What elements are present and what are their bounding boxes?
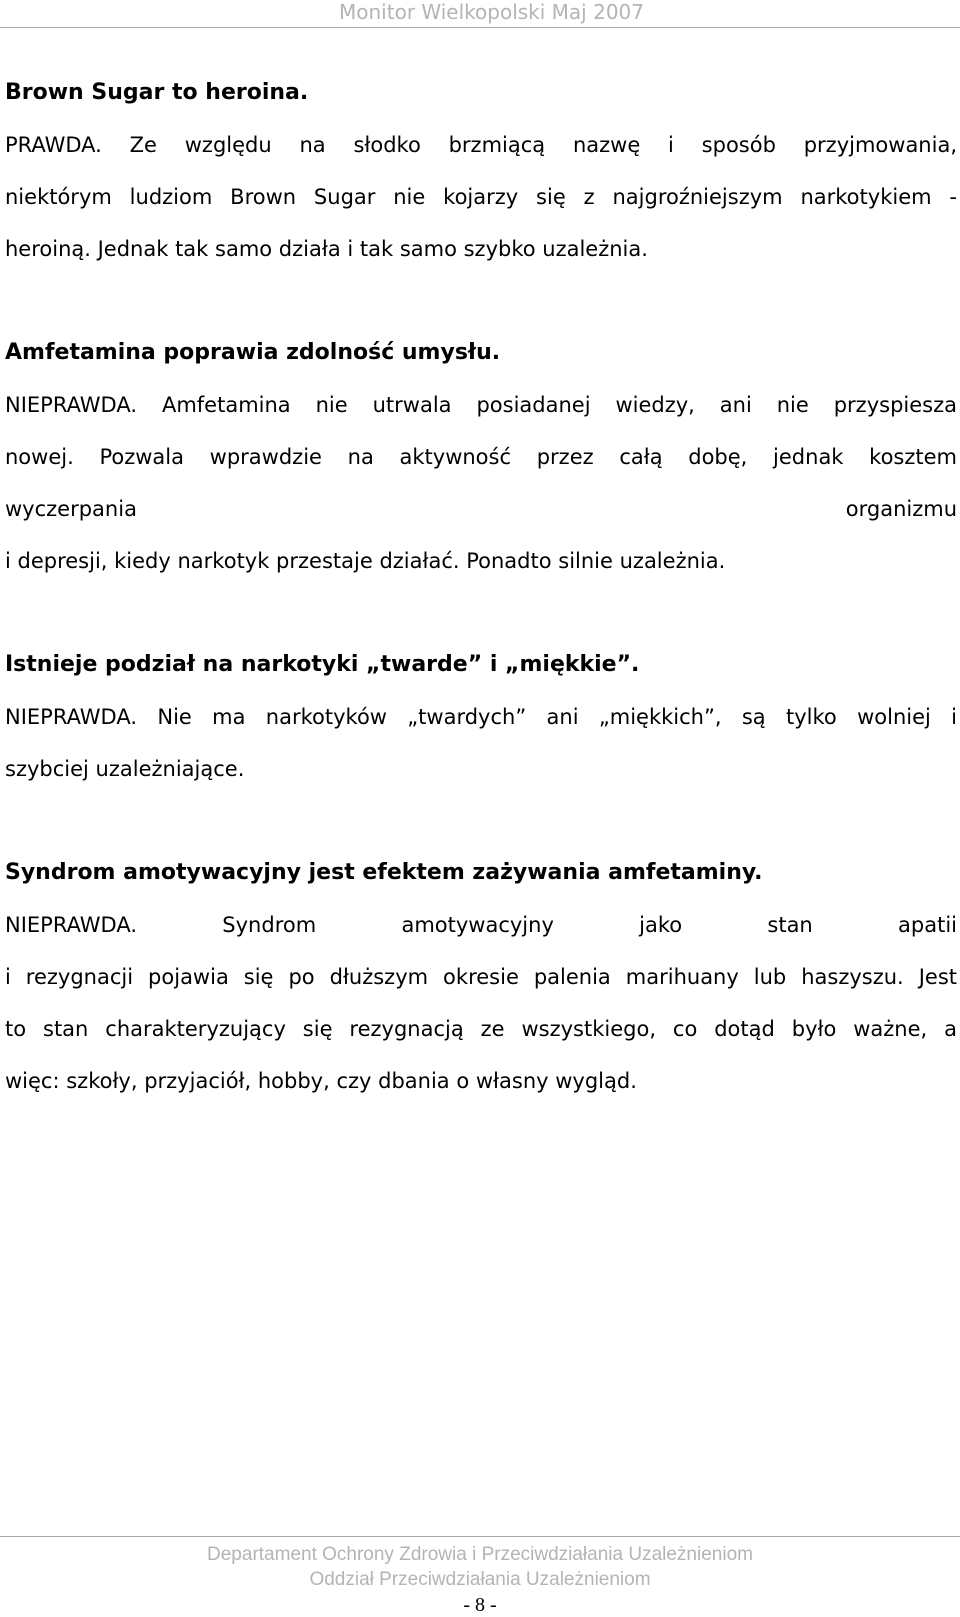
text-line: NIEPRAWDA. Nie ma narkotyków „twardych” ani „miękkich”, są tylko wolniej i <box>5 705 957 729</box>
section-paragraph <box>5 119 957 275</box>
section-heading: Istnieje podział na narkotyki „twarde” i „miękkie”. <box>5 652 640 677</box>
section-paragraph <box>5 691 957 795</box>
section-heading: Syndrom amotywacyjny jest efektem zażywania amfetaminy. <box>5 860 763 885</box>
page-number: - 8 - <box>463 1594 497 1616</box>
section-brown-sugar <box>5 67 957 275</box>
section-heading: Brown Sugar to heroina. <box>5 80 309 105</box>
section-amfetamina <box>5 327 957 587</box>
footer-divider <box>0 1536 960 1537</box>
text-line: NIEPRAWDA. Syndrom amotywacyjny jako stan apatii <box>5 913 957 937</box>
footer-line-department: Departament Ochrony Zdrowia i Przeciwdziałania Uzależnieniom <box>207 1544 753 1565</box>
document-body <box>5 67 957 1107</box>
text-line: i depresji, kiedy narkotyk przestaje działać. Ponadto silnie uzależnia. <box>5 549 726 573</box>
section-paragraph <box>5 379 957 587</box>
text-line: więc: szkoły, przyjaciół, hobby, czy dbania o własny wygląd. <box>5 1069 637 1093</box>
text-line: NIEPRAWDA. Amfetamina nie utrwala posiadanej wiedzy, ani nie przyspiesza <box>5 393 957 417</box>
text-line: szybciej uzależniające. <box>5 757 245 781</box>
page-header <box>0 0 960 28</box>
section-podzial <box>5 639 957 795</box>
text-line: heroiną. Jednak tak samo działa i tak samo szybko uzależnia. <box>5 237 648 261</box>
section-paragraph <box>5 899 957 1107</box>
page-footer <box>0 1542 960 1592</box>
section-syndrom <box>5 847 957 1107</box>
text-line: i rezygnacji pojawia się po dłuższym okresie palenia marihuany lub haszyszu. Jest <box>5 965 957 989</box>
text-line: wyczerpania organizmu <box>5 497 957 521</box>
text-line: to stan charakteryzujący się rezygnacją ze wszystkiego, co dotąd było ważne, a <box>5 1017 957 1041</box>
text-line: PRAWDA. Ze względu na słodko brzmiącą nazwę i sposób przyjmowania, <box>5 133 957 157</box>
footer-line-division: Oddział Przeciwdziałania Uzależnieniom <box>309 1569 651 1590</box>
header-title: Monitor Wielkopolski Maj 2007 <box>339 0 644 24</box>
text-line: niektórym ludziom Brown Sugar nie kojarzy się z najgroźniejszym narkotykiem - <box>5 185 957 209</box>
section-heading: Amfetamina poprawia zdolność umysłu. <box>5 340 501 365</box>
text-line: nowej. Pozwala wprawdzie na aktywność przez całą dobę, jednak kosztem <box>5 445 957 469</box>
